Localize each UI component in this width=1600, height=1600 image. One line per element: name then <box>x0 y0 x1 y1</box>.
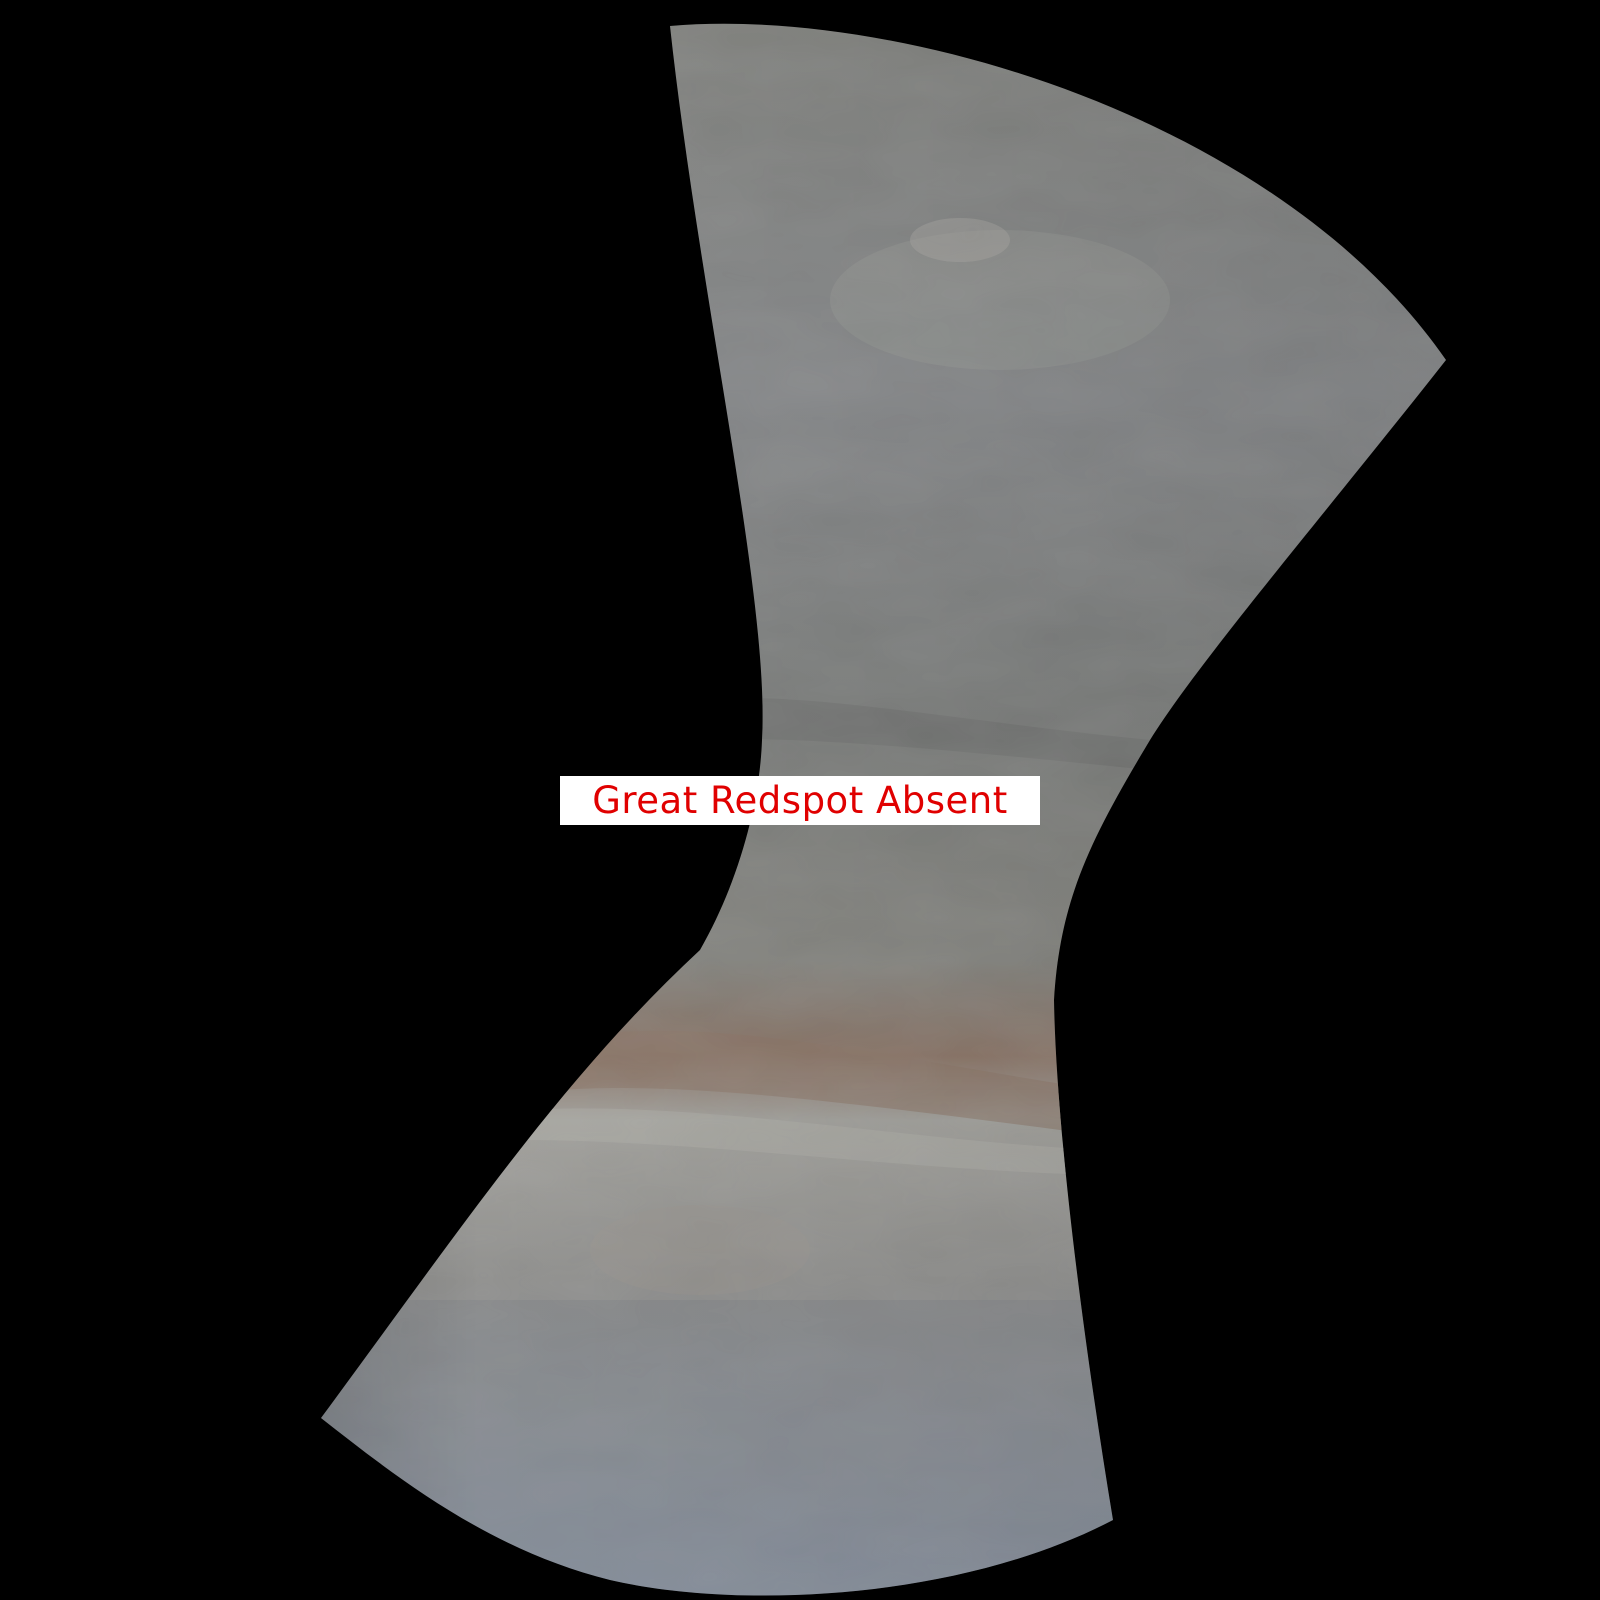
annotation-label-box <box>560 776 1040 825</box>
annotation-label-text: Great Redspot Absent <box>592 779 1008 822</box>
